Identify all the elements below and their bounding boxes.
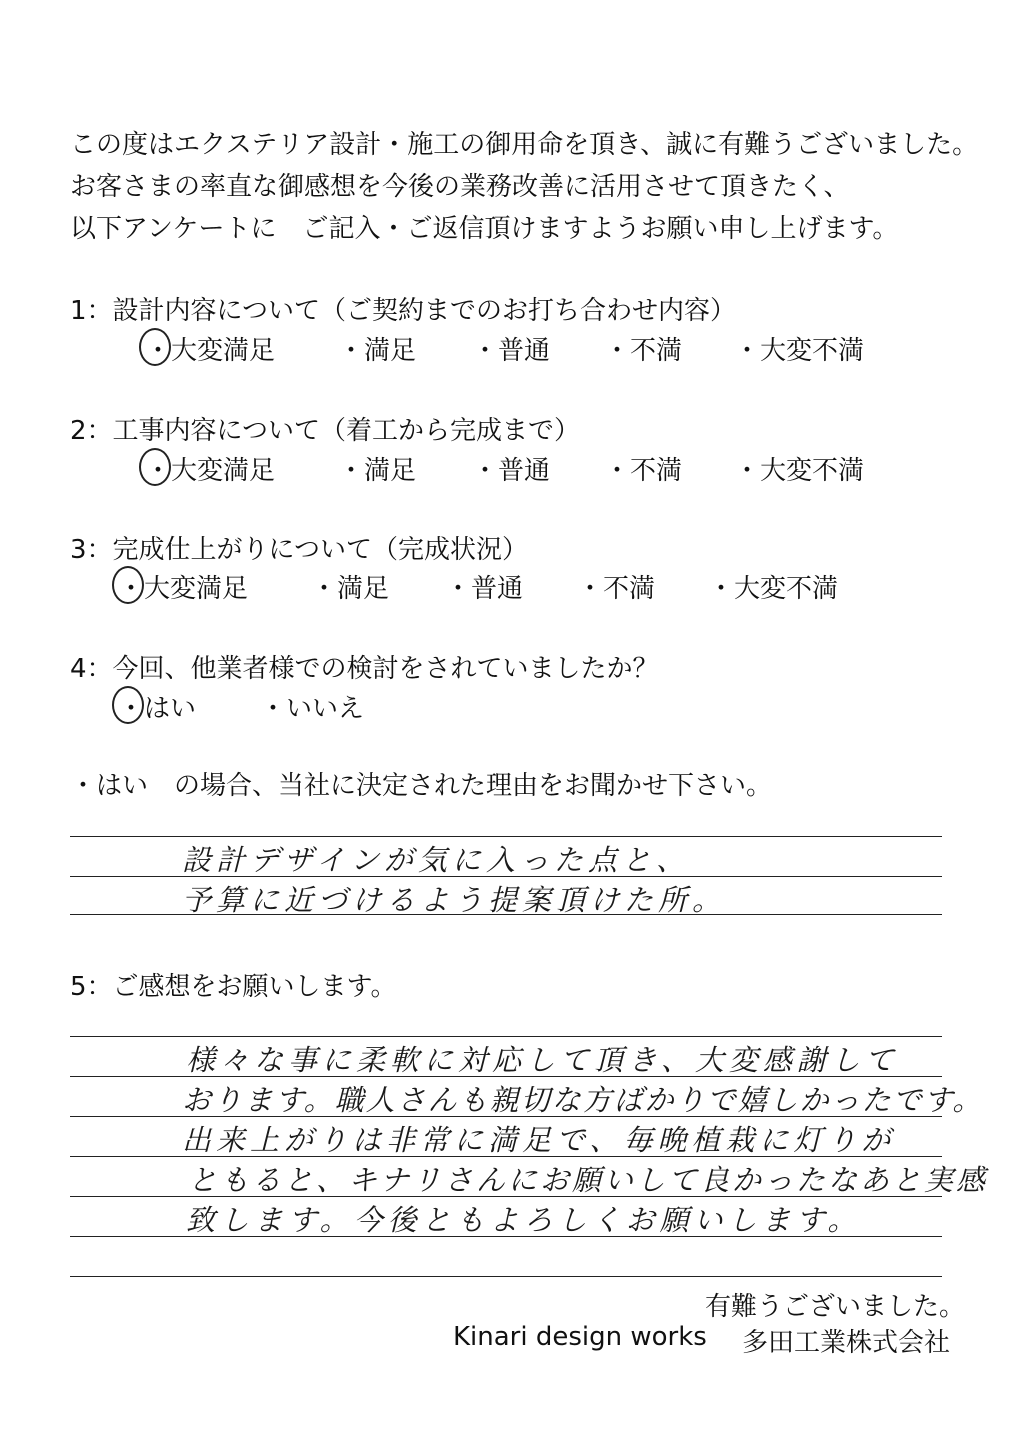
handwritten-answer-line: 予算に近づけるよう提案頂けた所。 — [182, 883, 727, 917]
q1-label: 1：設計内容について（ご契約までのお打ち合わせ内容） — [70, 296, 737, 326]
selected-circle-mark — [139, 328, 171, 366]
intro-text — [70, 124, 978, 250]
q3-option-very-satisfied[interactable] — [118, 568, 248, 605]
closing-thanks: 有難うございました。 — [705, 1292, 966, 1322]
q4-option-no[interactable]: ・いいえ — [260, 694, 365, 724]
handwritten-answer-line: 設計デザインが気に入った点と、 — [182, 843, 690, 877]
q2-option-very-satisfied[interactable] — [145, 450, 275, 487]
answer-rule — [70, 836, 942, 837]
handwritten-answer-line: 出来上がりは非常に満足で、毎晩植栽に灯りが — [182, 1123, 896, 1157]
selected-circle-mark — [139, 448, 171, 486]
option-label: ・はい — [118, 694, 197, 724]
selected-circle-mark — [112, 686, 144, 724]
q4-option-yes[interactable] — [118, 688, 196, 725]
q2-option-dissatisfied[interactable]: ・不満 — [604, 456, 683, 486]
q2-option-satisfied[interactable]: ・満足 — [338, 456, 417, 486]
answer-rule — [70, 1276, 942, 1277]
q1-option-normal[interactable]: ・普通 — [472, 336, 551, 366]
intro-line: この度はエクステリア設計・施工の御用命を頂き、誠に有難うございました。 — [70, 130, 979, 160]
q2-option-very-dissatisfied[interactable]: ・大変不満 — [734, 456, 865, 486]
intro-line: お客さまの率直な御感想を今後の業務改善に活用させて頂きたく、 — [70, 172, 850, 202]
q2-label: 2：工事内容について（着工から完成まで） — [70, 416, 581, 446]
handwritten-answer-line: 致します。今後ともよろしくお願いします。 — [186, 1203, 862, 1237]
handwritten-answer-line: 様々な事に柔軟に対応して頂き、大変感謝して — [186, 1043, 899, 1077]
q3-option-dissatisfied[interactable]: ・不満 — [577, 574, 656, 604]
company-name-jp: 多田工業株式会社 — [742, 1328, 951, 1358]
q3-option-normal[interactable]: ・普通 — [445, 574, 524, 604]
option-label: ・大変満足 — [145, 336, 276, 366]
option-label: ・大変満足 — [118, 574, 249, 604]
q3-option-satisfied[interactable]: ・満足 — [311, 574, 390, 604]
answer-rule — [70, 1036, 942, 1037]
q5-label: 5：ご感想をお願いします。 — [70, 972, 397, 1002]
q2-option-normal[interactable]: ・普通 — [472, 456, 551, 486]
q4-followup-label: ・はい の場合、当社に決定された理由をお聞かせ下さい。 — [70, 771, 773, 801]
option-label: ・大変満足 — [145, 456, 276, 486]
handwritten-answer-line: ともると、キナリさんにお願いして良かったなあと実感 — [188, 1163, 989, 1197]
q3-option-very-dissatisfied[interactable]: ・大変不満 — [708, 574, 839, 604]
q1-option-very-satisfied[interactable] — [145, 330, 275, 367]
q1-option-very-dissatisfied[interactable]: ・大変不満 — [734, 336, 865, 366]
company-name-en: Kinari design works — [453, 1322, 707, 1352]
selected-circle-mark — [112, 566, 144, 604]
intro-line: 以下アンケートに ご記入・ご返信頂けますようお願い申し上げます。 — [70, 214, 899, 244]
q3-label: 3：完成仕上がりについて（完成状況） — [70, 535, 529, 565]
q1-option-satisfied[interactable]: ・満足 — [338, 336, 417, 366]
handwritten-answer-line: おります。職人さんも親切な方ばかりで嬉しかったです。 — [182, 1083, 984, 1117]
q4-label: 4：今回、他業者様での検討をされていましたか？ — [70, 654, 659, 684]
q1-option-dissatisfied[interactable]: ・不満 — [604, 336, 683, 366]
